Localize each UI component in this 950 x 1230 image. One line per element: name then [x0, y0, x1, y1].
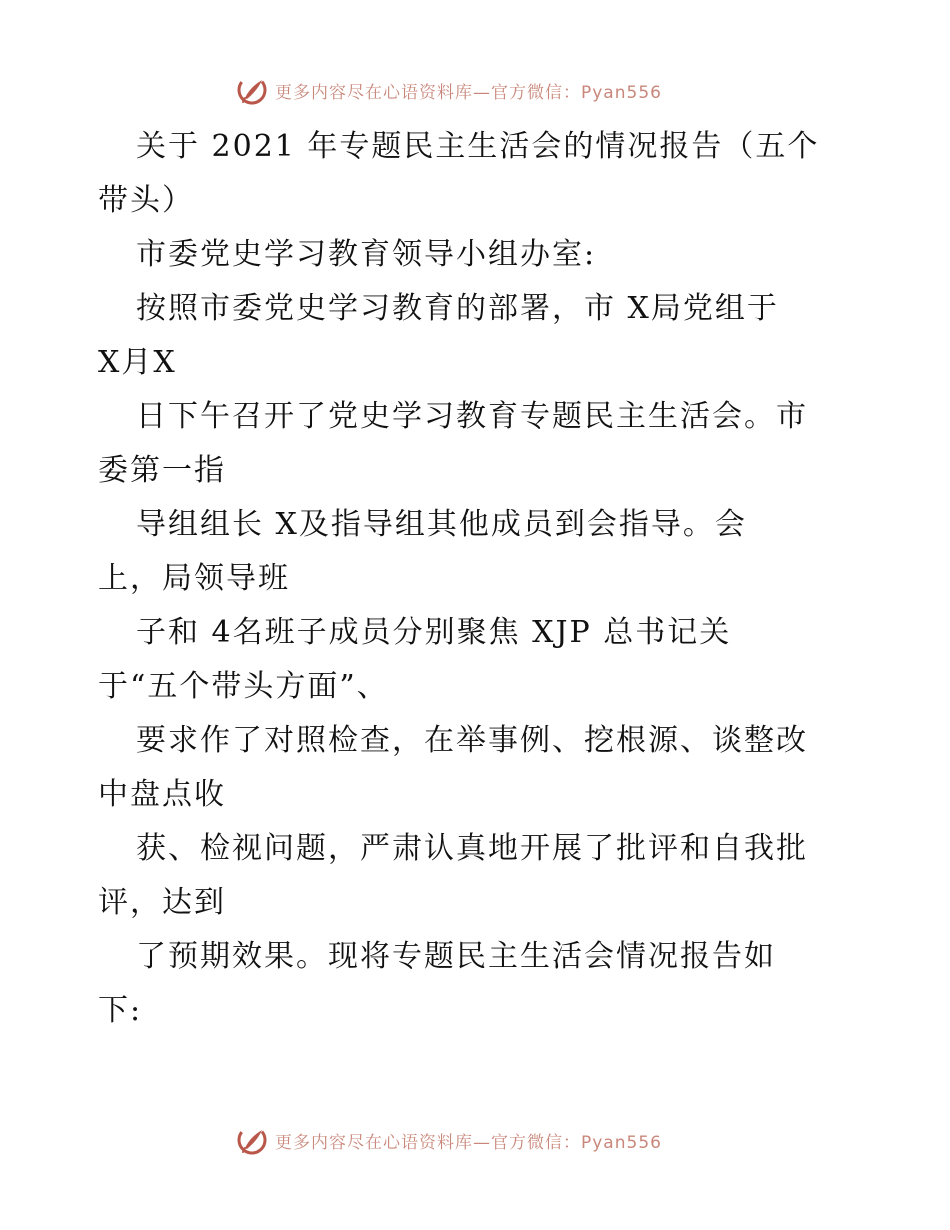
- watermark-banner-top: [235, 73, 662, 107]
- text-line: 子和 4名班子成员分别聚焦 XJP 总书记关: [136, 615, 732, 650]
- text-line: 了预期效果。现将专题民主生活会情况报告如: [136, 939, 776, 974]
- watermark-banner-bottom: [235, 1123, 662, 1157]
- salutation-line: 市委党史学习教育领导小组办室:: [136, 237, 597, 272]
- text-line: 按照市委党史学习教育的部署，市 X局党组于: [136, 291, 779, 326]
- text-line: 下:: [98, 993, 143, 1028]
- text-line: 上，局领导班: [98, 561, 290, 596]
- flame-pen-logo-icon: [235, 73, 269, 107]
- watermark-text: 更多内容尽在心语资料库—官方微信：Pyan556: [275, 1132, 662, 1153]
- document-body: [98, 120, 858, 1038]
- text-line: 要求作了对照检查，在举事例、挖根源、谈整改: [136, 723, 808, 758]
- text-line: 获、检视问题，严肃认真地开展了批评和自我批: [136, 831, 808, 866]
- text-line: 评，达到: [98, 885, 226, 920]
- text-line: 导组组长 X及指导组其他成员到会指导。会: [136, 507, 747, 542]
- document-title-line-2: 带头）: [98, 183, 194, 218]
- text-line: 日下午召开了党史学习教育专题民主生活会。市: [136, 399, 808, 434]
- document-title-line-1: 关于 2021 年专题民主生活会的情况报告（五个: [136, 129, 820, 164]
- watermark-text: 更多内容尽在心语资料库—官方微信：Pyan556: [275, 82, 662, 103]
- text-line: 委第一指: [98, 453, 226, 488]
- text-line: 中盘点收: [98, 777, 226, 812]
- text-line: X月X: [98, 345, 177, 380]
- text-line: 于“五个带头方面”、: [98, 669, 389, 704]
- flame-pen-logo-icon: [235, 1123, 269, 1157]
